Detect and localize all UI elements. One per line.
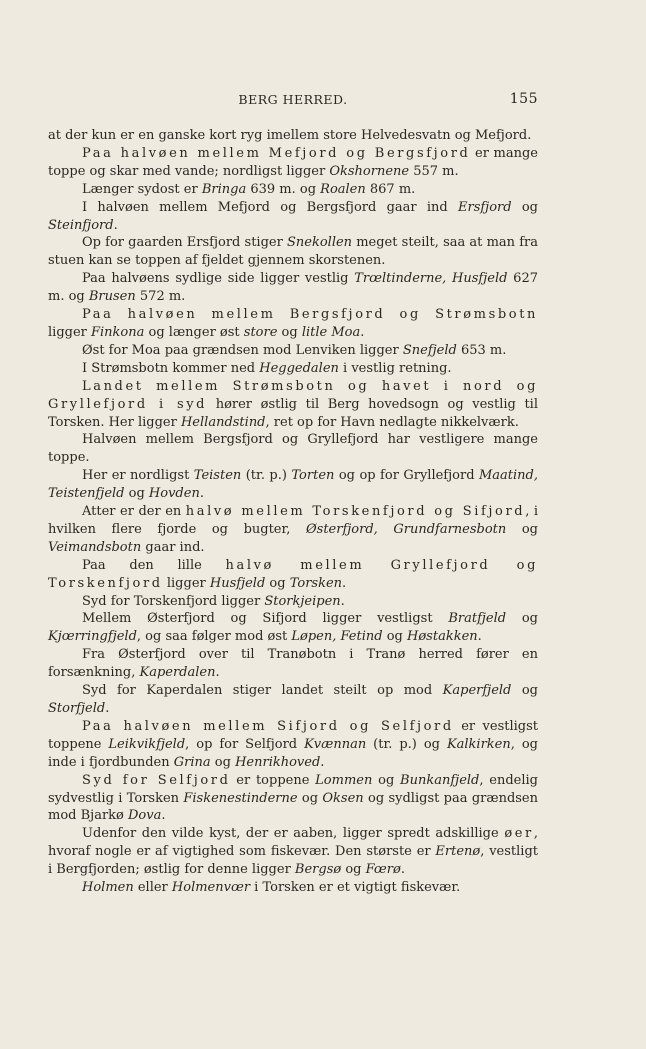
- paragraph: Længer sydost er Bringa 639 m. og Roalen 867 m.: [82, 181, 416, 197]
- page-number: 155: [509, 91, 538, 107]
- paragraph: Syd for Selfjord er toppene Lommen og Bunkanfjeld, endelig sydvestlig i Torsken Fiskenestinderne og Oksen og sydligst paa grændsen mod Bjarkø Dova.: [48, 772, 539, 824]
- paragraph: Paa halvøen mellem Mefjord og Bergsfjord er mange toppe og skar med vande; nordligst ligger Okshornene 557 m.: [48, 145, 539, 179]
- paragraph: Holmen eller Holmenvœr i Torsken er et vigtigt fiskevær.: [82, 880, 461, 896]
- paragraph: I halvøen mellem Mefjord og Bergsfjord gaar ind Ersfjord og Steinfjord.: [48, 199, 539, 233]
- paragraph: Her er nordligst Teisten (tr. p.) Torten og op for Gryllefjord Maatind, Teistenfjeld og Hovden.: [48, 468, 539, 502]
- paragraph: Halvøen mellem Bergsfjord og Gryllefjord har vestligere mange toppe.: [48, 432, 538, 466]
- paragraph: Paa halvøens sydlige side ligger vestlig Trœltinderne, Husfjeld 627 m. og Brusen 572 m.: [48, 271, 538, 305]
- paragraph: Atter er der en halvø mellem Torskenfjord og Sifjord, i hvilken flere fjorde og bugter, Østerfjord, Grundfarnesbotn og Veimandsbotn gaar ind.: [48, 504, 538, 555]
- paragraph: Paa den lille halvø mellem Gryllefjord og Torskenfjord ligger Husfjeld og Torsken.: [48, 557, 538, 591]
- header-title: BERG HERRED.: [238, 92, 348, 107]
- paragraph: Mellem Østerfjord og Sifjord ligger vestligst Bratfjeld og Kjœrringfjeld, og saa følger mod øst Løpen, Fetind og Høstakken.: [48, 611, 539, 645]
- paragraph: at der kun er en ganske kort ryg imellem store Helvedesvatn og Mefjord.: [48, 128, 532, 143]
- paragraph: Syd for Kaperdalen stiger landet steilt op mod Kaperfjeld og Storfjeld.: [48, 683, 539, 716]
- running-header: [48, 92, 538, 112]
- paragraph: Paa halvøen mellem Bergsfjord og Strømsbotn ligger Finkona og længer øst store og litle Moa.: [48, 307, 538, 340]
- body-text: [48, 127, 538, 897]
- paragraph: Landet mellem Strømsbotn og havet i nord og Gryllefjord i syd hører østlig til Berg hovedsogn og vestlig til Torsken. Her ligger Hellandstind, ret op for Havn nedlagte nikkelværk.: [48, 378, 538, 430]
- paragraph: Øst for Moa paa grændsen mod Lenviken ligger Snefjeld 653 m.: [82, 342, 507, 358]
- paragraph: Paa halvøen mellem Sifjord og Selfjord er vestligst toppene Leikvikfjeld, op for Selfjord Kvænnan (tr. p.) og Kalkirken, og inde i fjordbunden Grina og Henrikhoved.: [48, 718, 538, 770]
- paragraph: I Strømsbotn kommer ned Heggedalen i vestlig retning.: [82, 360, 452, 376]
- paragraph: Udenfor den vilde kyst, der er aaben, ligger spredt adskillige øer, hvoraf nogle er af vigtighed som fiskevær. Den største er Ertenø, vestligt i Bergfjorden; østlig for denne ligger Bergsø og Fœrø.: [48, 826, 538, 878]
- paragraph: Syd for Torskenfjord ligger Storkjeipen.: [82, 593, 345, 609]
- paragraph: Op for gaarden Ersfjord stiger Snekollen meget steilt, saa at man fra stuen kan se toppen af fjeldet gjennem skorstenen.: [48, 235, 538, 269]
- paragraph: Fra Østerfjord over til Tranøbotn i Tranø herred fører en forsænkning, Kaperdalen.: [48, 647, 538, 681]
